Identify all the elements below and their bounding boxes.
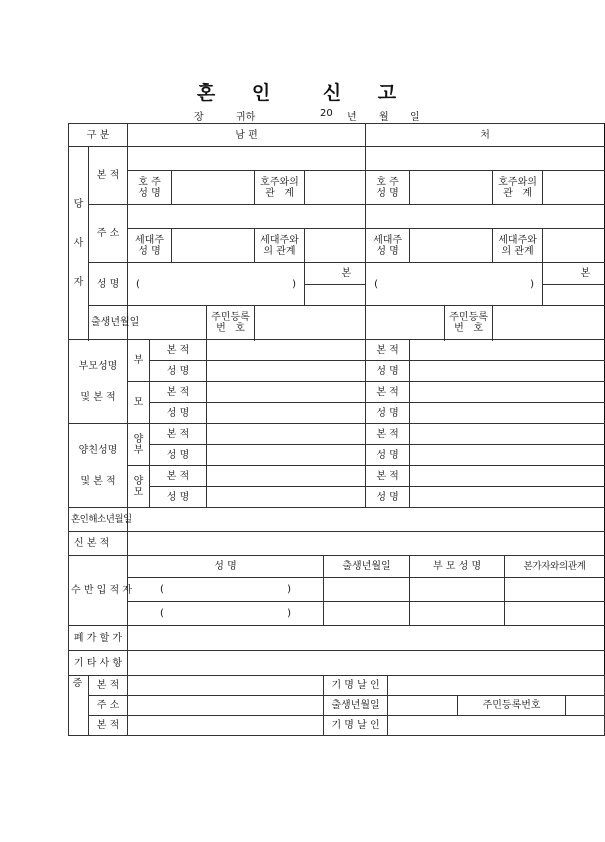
label-amother-name-h: 성 명 [150, 487, 207, 508]
header-husband: 남 편 [128, 124, 366, 147]
title-char: 인 [251, 82, 273, 104]
husband-birth-field[interactable] [128, 306, 207, 340]
wife-address-field[interactable] [366, 205, 605, 229]
label-mother-name-h: 성 명 [150, 403, 207, 424]
label-mother-name-w: 성 명 [366, 403, 410, 424]
wife-householder-name-field[interactable] [410, 229, 493, 263]
label-witness-sign-2: 기 명 날 인 [324, 716, 388, 736]
header-wife: 처 [366, 124, 605, 147]
companions-header-name: 성 명 [128, 556, 324, 578]
label-afather-bonjeok-h: 본 적 [150, 424, 207, 445]
wife-birth-field[interactable] [366, 306, 445, 340]
new-bonjeok-field[interactable] [128, 532, 605, 556]
wife-afather-name-field[interactable] [410, 445, 605, 466]
witness-1-address-field[interactable] [128, 696, 324, 716]
label-new-bonjeok: 신 본 적 [69, 532, 128, 556]
label-birth: 출생년월일 [89, 306, 128, 340]
label-amother-name-w: 성 명 [366, 487, 410, 508]
wife-amother-name-field[interactable] [410, 487, 605, 508]
parents-label [69, 340, 128, 424]
adoptive-label-top: 양친성명 [78, 444, 118, 456]
label-father-name-w: 성 명 [366, 361, 410, 382]
year-label: 년 [347, 112, 357, 123]
month-label: 월 [379, 112, 389, 123]
label-companions: 수 반 입 적 자 [69, 556, 128, 626]
label-resident-h: 주민등록 번 호 [207, 306, 255, 340]
wife-mother-name-field[interactable] [410, 403, 605, 424]
label-misc: 기 타 사 항 [69, 651, 128, 676]
paren-close: ) [287, 584, 291, 595]
addressee-gwiha: 귀하 [236, 112, 256, 123]
label-address: 주 소 [89, 205, 128, 263]
misc-field[interactable] [128, 651, 605, 676]
header-category: 구 분 [69, 124, 128, 147]
parents-label-top: 부모성명 [78, 360, 118, 372]
label-witness: 증 [69, 676, 89, 736]
label-mother: 모 [128, 382, 150, 424]
parents-label-bottom: 및 본 적 [80, 391, 116, 403]
title-char: 신 [322, 82, 344, 104]
husband-mother-name-field[interactable] [207, 403, 366, 424]
companion-2-name-field[interactable] [128, 602, 324, 626]
label-name: 성 명 [89, 263, 128, 306]
label-afather-name-w: 성 명 [366, 445, 410, 466]
witness-1-sign-field[interactable] [388, 676, 605, 696]
wife-hoju-rel-field[interactable] [543, 171, 605, 205]
companion-1-name-field[interactable] [128, 578, 324, 602]
label-bon-w: 본 [543, 263, 605, 285]
paren-open: ( [374, 278, 378, 290]
companions-header-birth: 출생년월일 [324, 556, 410, 578]
husband-resident-field[interactable] [255, 306, 366, 340]
wife-bon-field[interactable] [543, 285, 605, 306]
wife-resident-field[interactable] [493, 306, 605, 340]
husband-hoju-name-field[interactable] [172, 171, 255, 205]
husband-bon-field[interactable] [305, 285, 366, 306]
companions-header-relation: 본가자와의관계 [505, 556, 605, 578]
addressee-jang: 장 [194, 112, 204, 123]
wife-name-field[interactable] [366, 263, 543, 306]
wife-amother-bonjeok-field[interactable] [410, 466, 605, 487]
label-hoju-name-w: 호 주 성 명 [366, 171, 410, 205]
witness-1-birth-field[interactable] [388, 696, 458, 716]
adoptive-label [69, 424, 128, 508]
adoptive-mother-char: 모 [133, 486, 144, 498]
label-amother-bonjeok-h: 본 적 [150, 466, 207, 487]
label-hoju-name-h: 호 주 성 명 [128, 171, 172, 205]
husband-bonjeok-field[interactable] [128, 147, 366, 171]
husband-father-bonjeok-field[interactable] [207, 340, 366, 361]
adoptive-label-bottom: 및 본 적 [80, 475, 116, 487]
adoptive-father-char: 부 [133, 444, 144, 456]
witness-1-bonjeok-field[interactable] [128, 676, 324, 696]
witness-1-resident-field[interactable] [566, 696, 605, 716]
husband-afather-name-field[interactable] [207, 445, 366, 466]
party-char: 당 [73, 198, 84, 210]
label-witness-address: 주 소 [89, 696, 128, 716]
husband-householder-rel-field[interactable] [305, 229, 366, 263]
day-label: 일 [410, 112, 420, 123]
husband-amother-bonjeok-field[interactable] [207, 466, 366, 487]
companion-1-relation-field[interactable] [505, 578, 605, 602]
wife-bonjeok-field[interactable] [366, 147, 605, 171]
companions-header-parents: 부 모 성 명 [410, 556, 505, 578]
label-witness-birth: 출생년월일 [324, 696, 388, 716]
label-afather-bonjeok-w: 본 적 [366, 424, 410, 445]
husband-amother-name-field[interactable] [207, 487, 366, 508]
husband-name-field[interactable] [128, 263, 305, 306]
witness-2-sign-field[interactable] [388, 716, 605, 736]
year-prefix: 20 [320, 108, 333, 119]
label-father-name-h: 성 명 [150, 361, 207, 382]
label-adoptive-father [128, 424, 150, 466]
abolish-field[interactable] [128, 626, 605, 651]
wife-afather-bonjeok-field[interactable] [410, 424, 605, 445]
paren-open: ( [160, 584, 164, 595]
label-hoju-rel-h: 호주와의 관 계 [255, 171, 305, 205]
label-bon-h: 본 [305, 263, 366, 285]
label-abolish: 폐 가 할 가 [69, 626, 128, 651]
paren-close: ) [530, 278, 535, 290]
husband-mother-bonjeok-field[interactable] [207, 382, 366, 403]
label-householder-rel-w: 세대주와 의 관계 [493, 229, 543, 263]
marriage-report-form [68, 123, 605, 736]
paren-open: ( [160, 608, 164, 619]
adoptive-father-char: 양 [133, 433, 144, 445]
adoptive-mother-char: 양 [133, 475, 144, 487]
label-witness-sign-1: 기 명 날 인 [324, 676, 388, 696]
party-char: 자 [73, 276, 84, 288]
title-char: 혼 [196, 82, 218, 104]
companion-1-birth-field[interactable] [324, 578, 410, 602]
wife-householder-rel-field[interactable] [543, 229, 605, 263]
label-mother-bonjeok-w: 본 적 [366, 382, 410, 403]
label-amother-bonjeok-w: 본 적 [366, 466, 410, 487]
label-divorce-date: 혼인해소년월일 [69, 508, 128, 532]
companion-1-parents-field[interactable] [410, 578, 505, 602]
divorce-date-field[interactable] [128, 508, 605, 532]
label-afather-name-h: 성 명 [150, 445, 207, 466]
husband-father-name-field[interactable] [207, 361, 366, 382]
label-householder-name-w: 세대주 성 명 [366, 229, 410, 263]
label-householder-rel-h: 세대주와 의 관계 [255, 229, 305, 263]
label-hoju-rel-w: 호주와의 관 계 [493, 171, 543, 205]
husband-afather-bonjeok-field[interactable] [207, 424, 366, 445]
label-bonjeok: 본 적 [89, 147, 128, 205]
party-label [69, 147, 89, 340]
paren-open: ( [136, 278, 140, 290]
paren-close: ) [292, 278, 296, 290]
label-mother-bonjeok-h: 본 적 [150, 382, 207, 403]
label-father: 부 [128, 340, 150, 382]
label-witness-bonjeok-1: 본 적 [89, 676, 128, 696]
wife-hoju-name-field[interactable] [410, 171, 493, 205]
label-witness-resident: 주민등록번호 [458, 696, 566, 716]
title-char: 고 [377, 82, 399, 104]
husband-hoju-rel-field[interactable] [305, 171, 366, 205]
paren-close: ) [287, 608, 291, 619]
label-resident-w: 주민등록 번 호 [445, 306, 493, 340]
form-title [0, 78, 595, 105]
wife-father-bonjeok-field[interactable] [410, 340, 605, 361]
party-char: 사 [73, 237, 84, 249]
label-father-bonjeok-w: 본 적 [366, 340, 410, 361]
wife-mother-bonjeok-field[interactable] [410, 382, 605, 403]
witness-2-bonjeok-field[interactable] [128, 716, 324, 736]
label-father-bonjeok-h: 본 적 [150, 340, 207, 361]
label-adoptive-mother [128, 466, 150, 508]
companion-2-birth-field[interactable] [324, 602, 410, 626]
companion-2-parents-field[interactable] [410, 602, 505, 626]
husband-address-field[interactable] [128, 205, 366, 229]
label-witness-bonjeok-2: 본 적 [89, 716, 128, 736]
wife-father-name-field[interactable] [410, 361, 605, 382]
husband-householder-name-field[interactable] [172, 229, 255, 263]
companion-2-relation-field[interactable] [505, 602, 605, 626]
label-householder-name-h: 세대주 성 명 [128, 229, 172, 263]
